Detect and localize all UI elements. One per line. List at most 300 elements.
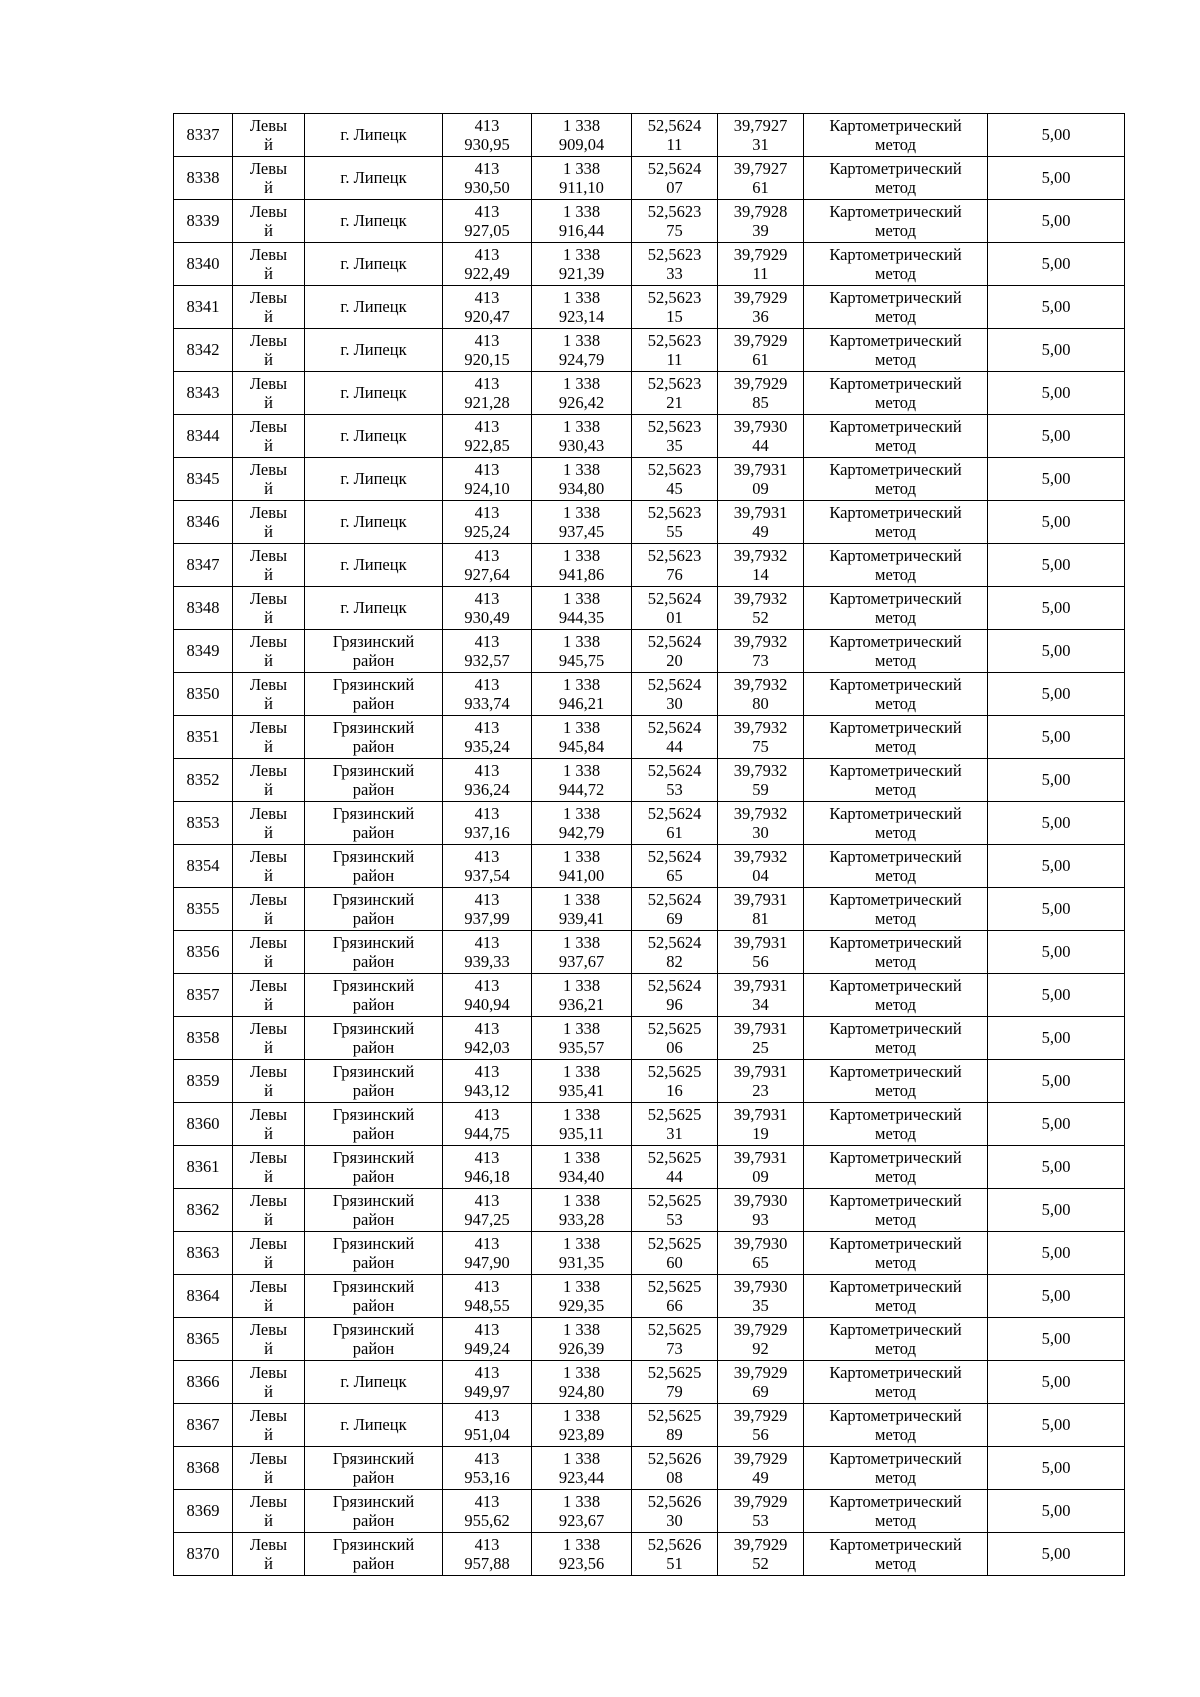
point-number-cell: 8367 — [174, 1404, 233, 1447]
coord-x-line: 930,50 — [464, 178, 510, 197]
longitude-cell — [718, 114, 804, 157]
coord-x-line: 413 — [474, 545, 500, 565]
district-line: г. Липецк — [340, 469, 407, 489]
coord-y-cell — [532, 114, 632, 157]
method-cell — [804, 1017, 988, 1060]
method-line: метод — [875, 436, 916, 455]
coord-x-line: 413 — [474, 889, 500, 909]
coord-x-cell — [443, 1017, 532, 1060]
table-row — [174, 501, 1125, 544]
coord-y-cell — [532, 1275, 632, 1318]
side-line: Левы — [249, 373, 288, 393]
longitude-cell — [718, 243, 804, 286]
coord-x-line: 413 — [474, 1104, 500, 1124]
coord-y-line: 923,89 — [558, 1425, 605, 1444]
point-number-cell: 8348 — [174, 587, 233, 630]
point-number-cell: 8346 — [174, 501, 233, 544]
latitude-line: 44 — [666, 737, 683, 756]
district-cell — [305, 157, 443, 200]
accuracy-cell: 5,00 — [988, 888, 1125, 931]
method-cell — [804, 157, 988, 200]
latitude-line: 45 — [666, 479, 683, 498]
longitude-line: 39,7929 — [733, 1448, 788, 1468]
coord-x-line: 921,28 — [464, 393, 510, 412]
district-cell — [305, 1533, 443, 1576]
coord-y-line: 1 338 — [562, 674, 601, 694]
method-line: Картометрический — [829, 803, 962, 823]
latitude-line: 52,5624 — [647, 932, 702, 952]
side-cell — [233, 1060, 305, 1103]
latitude-cell — [632, 1318, 718, 1361]
latitude-line: 52,5624 — [647, 760, 702, 780]
side-line: й — [264, 1339, 273, 1358]
coord-x-line: 940,94 — [464, 995, 510, 1014]
longitude-line: 73 — [752, 651, 769, 670]
method-cell — [804, 458, 988, 501]
table-row — [174, 286, 1125, 329]
latitude-cell — [632, 544, 718, 587]
coord-x-line: 947,25 — [464, 1210, 510, 1229]
district-cell — [305, 845, 443, 888]
longitude-line: 69 — [752, 1382, 769, 1401]
coord-x-cell — [443, 630, 532, 673]
longitude-line: 85 — [752, 393, 769, 412]
coord-x-line: 413 — [474, 1405, 500, 1425]
longitude-line: 31 — [752, 135, 769, 154]
latitude-cell — [632, 200, 718, 243]
longitude-line: 39,7931 — [733, 1104, 788, 1124]
district-line: г. Липецк — [340, 340, 407, 360]
side-line: й — [264, 1167, 273, 1186]
district-line: район — [352, 866, 395, 885]
method-line: Картометрический — [829, 502, 962, 522]
latitude-line: 01 — [666, 608, 683, 627]
coord-y-line: 923,14 — [558, 307, 605, 326]
boundary-points-table — [173, 113, 1125, 1576]
point-number-cell: 8349 — [174, 630, 233, 673]
method-line: метод — [875, 651, 916, 670]
latitude-line: 52,5623 — [647, 459, 702, 479]
side-line: Левы — [249, 115, 288, 135]
method-line: Картометрический — [829, 717, 962, 737]
coord-x-cell — [443, 1533, 532, 1576]
coord-y-cell — [532, 759, 632, 802]
side-line: й — [264, 221, 273, 240]
district-cell — [305, 286, 443, 329]
side-line: й — [264, 1468, 273, 1487]
side-line: й — [264, 264, 273, 283]
longitude-cell — [718, 544, 804, 587]
table-row — [174, 1318, 1125, 1361]
latitude-line: 52,5625 — [647, 1233, 702, 1253]
coord-y-line: 1 338 — [562, 158, 601, 178]
point-number-cell: 8356 — [174, 931, 233, 974]
coord-y-line: 1 338 — [562, 416, 601, 436]
coord-x-line: 920,15 — [464, 350, 510, 369]
longitude-cell — [718, 200, 804, 243]
latitude-line: 53 — [666, 780, 683, 799]
side-cell — [233, 1146, 305, 1189]
accuracy-cell: 5,00 — [988, 759, 1125, 802]
accuracy-cell: 5,00 — [988, 372, 1125, 415]
coord-y-cell — [532, 1361, 632, 1404]
district-cell — [305, 114, 443, 157]
coord-x-cell — [443, 1232, 532, 1275]
coord-x-line: 413 — [474, 1319, 500, 1339]
longitude-cell — [718, 1232, 804, 1275]
accuracy-cell: 5,00 — [988, 1103, 1125, 1146]
method-line: Картометрический — [829, 1362, 962, 1382]
coord-x-line: 413 — [474, 803, 500, 823]
latitude-line: 75 — [666, 221, 683, 240]
district-line: г. Липецк — [340, 168, 407, 188]
district-cell — [305, 630, 443, 673]
district-cell — [305, 1017, 443, 1060]
side-line: Левы — [249, 502, 288, 522]
coord-y-cell — [532, 802, 632, 845]
side-line: Левы — [249, 1534, 288, 1554]
side-line: й — [264, 780, 273, 799]
district-line: Грязинский — [332, 1491, 415, 1511]
coord-y-line: 946,21 — [558, 694, 605, 713]
longitude-cell — [718, 931, 804, 974]
coord-x-line: 937,54 — [464, 866, 510, 885]
method-line: метод — [875, 1167, 916, 1186]
table-row — [174, 802, 1125, 845]
method-cell — [804, 931, 988, 974]
method-line: Картометрический — [829, 459, 962, 479]
latitude-line: 52,5625 — [647, 1061, 702, 1081]
coord-x-cell — [443, 114, 532, 157]
longitude-cell — [718, 716, 804, 759]
coord-x-line: 955,62 — [464, 1511, 510, 1530]
method-line: Картометрический — [829, 330, 962, 350]
side-line: й — [264, 1296, 273, 1315]
side-line: Левы — [249, 330, 288, 350]
district-line: Грязинский — [332, 889, 415, 909]
coord-x-cell — [443, 1275, 532, 1318]
latitude-line: 16 — [666, 1081, 683, 1100]
table-row — [174, 1103, 1125, 1146]
side-cell — [233, 329, 305, 372]
coord-y-line: 1 338 — [562, 502, 601, 522]
longitude-line: 39,7932 — [733, 760, 788, 780]
coord-x-line: 413 — [474, 1276, 500, 1296]
latitude-cell — [632, 329, 718, 372]
side-line: Левы — [249, 287, 288, 307]
longitude-cell — [718, 1490, 804, 1533]
method-line: метод — [875, 995, 916, 1014]
coord-x-cell — [443, 587, 532, 630]
longitude-cell — [718, 372, 804, 415]
accuracy-cell: 5,00 — [988, 114, 1125, 157]
method-cell — [804, 1404, 988, 1447]
latitude-line: 52,5625 — [647, 1018, 702, 1038]
longitude-line: 39,7932 — [733, 803, 788, 823]
side-line: Левы — [249, 717, 288, 737]
side-line: Левы — [249, 1319, 288, 1339]
district-cell — [305, 974, 443, 1017]
accuracy-cell: 5,00 — [988, 1060, 1125, 1103]
longitude-line: 39,7927 — [733, 158, 788, 178]
latitude-cell — [632, 1447, 718, 1490]
coord-x-cell — [443, 1189, 532, 1232]
latitude-line: 52,5623 — [647, 330, 702, 350]
coord-y-line: 1 338 — [562, 1276, 601, 1296]
latitude-line: 52,5625 — [647, 1362, 702, 1382]
method-line: метод — [875, 1296, 916, 1315]
coord-y-line: 1 338 — [562, 588, 601, 608]
longitude-line: 39,7931 — [733, 1061, 788, 1081]
coord-y-line: 1 338 — [562, 932, 601, 952]
side-line: Левы — [249, 803, 288, 823]
accuracy-cell: 5,00 — [988, 845, 1125, 888]
coord-y-cell — [532, 329, 632, 372]
district-line: Грязинский — [332, 1147, 415, 1167]
longitude-cell — [718, 157, 804, 200]
longitude-cell — [718, 1447, 804, 1490]
district-cell — [305, 1490, 443, 1533]
latitude-cell — [632, 286, 718, 329]
method-cell — [804, 1533, 988, 1576]
district-line: район — [352, 1081, 395, 1100]
coord-y-line: 1 338 — [562, 1104, 601, 1124]
method-line: Картометрический — [829, 1276, 962, 1296]
longitude-line: 44 — [752, 436, 769, 455]
latitude-cell — [632, 931, 718, 974]
longitude-line: 92 — [752, 1339, 769, 1358]
district-line: Грязинский — [332, 1104, 415, 1124]
coord-x-line: 937,16 — [464, 823, 510, 842]
side-cell — [233, 1103, 305, 1146]
coord-x-line: 949,24 — [464, 1339, 510, 1358]
table-row — [174, 157, 1125, 200]
longitude-line: 39 — [752, 221, 769, 240]
latitude-cell — [632, 372, 718, 415]
longitude-line: 81 — [752, 909, 769, 928]
latitude-line: 65 — [666, 866, 683, 885]
side-line: Левы — [249, 1147, 288, 1167]
side-cell — [233, 200, 305, 243]
accuracy-cell: 5,00 — [988, 1447, 1125, 1490]
side-line: Левы — [249, 545, 288, 565]
method-cell — [804, 802, 988, 845]
point-number-cell: 8338 — [174, 157, 233, 200]
method-line: Картометрический — [829, 373, 962, 393]
side-line: Левы — [249, 1233, 288, 1253]
coord-y-line: 934,40 — [558, 1167, 605, 1186]
latitude-cell — [632, 1533, 718, 1576]
coord-y-cell — [532, 1017, 632, 1060]
coord-x-line: 930,49 — [464, 608, 510, 627]
method-cell — [804, 1318, 988, 1361]
point-number-cell: 8345 — [174, 458, 233, 501]
side-line: й — [264, 436, 273, 455]
latitude-line: 52,5625 — [647, 1190, 702, 1210]
coord-y-cell — [532, 243, 632, 286]
table-row — [174, 200, 1125, 243]
coord-y-line: 942,79 — [558, 823, 605, 842]
accuracy-cell: 5,00 — [988, 1232, 1125, 1275]
longitude-line: 39,7931 — [733, 975, 788, 995]
table-row — [174, 1404, 1125, 1447]
method-line: метод — [875, 221, 916, 240]
method-line: метод — [875, 1554, 916, 1573]
side-line: й — [264, 1210, 273, 1229]
latitude-line: 52,5625 — [647, 1147, 702, 1167]
point-number-cell: 8350 — [174, 673, 233, 716]
coord-y-cell — [532, 415, 632, 458]
method-line: метод — [875, 780, 916, 799]
method-cell — [804, 415, 988, 458]
side-line: Левы — [249, 975, 288, 995]
method-line: Картометрический — [829, 1405, 962, 1425]
coord-y-line: 1 338 — [562, 545, 601, 565]
district-line: Грязинский — [332, 932, 415, 952]
district-line: Грязинский — [332, 1276, 415, 1296]
accuracy-cell: 5,00 — [988, 415, 1125, 458]
district-cell — [305, 1103, 443, 1146]
coord-x-line: 413 — [474, 846, 500, 866]
district-line: г. Липецк — [340, 1372, 407, 1392]
coord-x-line: 936,24 — [464, 780, 510, 799]
district-line: г. Липецк — [340, 512, 407, 532]
accuracy-cell: 5,00 — [988, 974, 1125, 1017]
coord-y-line: 1 338 — [562, 760, 601, 780]
side-cell — [233, 802, 305, 845]
method-cell — [804, 1447, 988, 1490]
district-line: Грязинский — [332, 1534, 415, 1554]
coord-y-line: 923,44 — [558, 1468, 605, 1487]
coord-y-cell — [532, 1060, 632, 1103]
latitude-line: 52,5626 — [647, 1534, 702, 1554]
coord-x-cell — [443, 1318, 532, 1361]
side-line: й — [264, 1554, 273, 1573]
coord-y-line: 1 338 — [562, 1233, 601, 1253]
method-line: метод — [875, 178, 916, 197]
coord-x-line: 924,10 — [464, 479, 510, 498]
method-line: метод — [875, 694, 916, 713]
coord-x-cell — [443, 415, 532, 458]
table-row — [174, 1490, 1125, 1533]
latitude-line: 33 — [666, 264, 683, 283]
coord-y-cell — [532, 286, 632, 329]
district-line: Грязинский — [332, 1448, 415, 1468]
side-line: Левы — [249, 1018, 288, 1038]
table-row — [174, 243, 1125, 286]
district-line: район — [352, 1038, 395, 1057]
coord-y-cell — [532, 1103, 632, 1146]
table-row — [174, 544, 1125, 587]
accuracy-cell: 5,00 — [988, 630, 1125, 673]
district-line: Грязинский — [332, 631, 415, 651]
latitude-line: 52,5624 — [647, 717, 702, 737]
district-line: г. Липецк — [340, 125, 407, 145]
side-cell — [233, 931, 305, 974]
method-line: Картометрический — [829, 631, 962, 651]
district-line: район — [352, 1253, 395, 1272]
method-line: метод — [875, 1382, 916, 1401]
method-line: метод — [875, 1253, 916, 1272]
coord-y-line: 1 338 — [562, 803, 601, 823]
longitude-line: 93 — [752, 1210, 769, 1229]
longitude-line: 39,7929 — [733, 1362, 788, 1382]
latitude-line: 82 — [666, 952, 683, 971]
coord-x-line: 413 — [474, 115, 500, 135]
method-line: Картометрический — [829, 1061, 962, 1081]
method-line: Картометрический — [829, 244, 962, 264]
coord-y-line: 936,21 — [558, 995, 605, 1014]
longitude-line: 56 — [752, 1425, 769, 1444]
latitude-line: 52,5624 — [647, 975, 702, 995]
table-row — [174, 716, 1125, 759]
latitude-line: 79 — [666, 1382, 683, 1401]
coord-x-line: 413 — [474, 932, 500, 952]
latitude-line: 30 — [666, 694, 683, 713]
coord-x-cell — [443, 1361, 532, 1404]
method-line: метод — [875, 479, 916, 498]
longitude-cell — [718, 630, 804, 673]
district-line: Грязинский — [332, 674, 415, 694]
coord-y-line: 929,35 — [558, 1296, 605, 1315]
coord-y-cell — [532, 157, 632, 200]
method-line: метод — [875, 1511, 916, 1530]
coord-x-line: 942,03 — [464, 1038, 510, 1057]
coord-y-line: 1 338 — [562, 1534, 601, 1554]
latitude-line: 66 — [666, 1296, 683, 1315]
latitude-line: 52,5623 — [647, 244, 702, 264]
coord-x-line: 413 — [474, 373, 500, 393]
latitude-line: 30 — [666, 1511, 683, 1530]
table-row — [174, 1447, 1125, 1490]
method-line: Картометрический — [829, 1534, 962, 1554]
coord-y-line: 926,39 — [558, 1339, 605, 1358]
method-cell — [804, 1232, 988, 1275]
method-line: Картометрический — [829, 115, 962, 135]
coord-y-cell — [532, 1318, 632, 1361]
latitude-cell — [632, 1490, 718, 1533]
coord-x-line: 413 — [474, 502, 500, 522]
longitude-line: 75 — [752, 737, 769, 756]
latitude-line: 52,5625 — [647, 1104, 702, 1124]
coord-y-line: 1 338 — [562, 201, 601, 221]
coord-x-cell — [443, 157, 532, 200]
coord-x-cell — [443, 501, 532, 544]
latitude-line: 52,5623 — [647, 416, 702, 436]
table-row — [174, 1361, 1125, 1404]
coord-y-line: 926,42 — [558, 393, 605, 412]
coord-x-line: 946,18 — [464, 1167, 510, 1186]
longitude-line: 23 — [752, 1081, 769, 1100]
district-cell — [305, 329, 443, 372]
side-line: Левы — [249, 1104, 288, 1124]
accuracy-cell: 5,00 — [988, 1404, 1125, 1447]
district-line: г. Липецк — [340, 1415, 407, 1435]
method-cell — [804, 1189, 988, 1232]
side-cell — [233, 1361, 305, 1404]
coord-y-line: 921,39 — [558, 264, 605, 283]
district-cell — [305, 200, 443, 243]
coord-x-line: 413 — [474, 416, 500, 436]
coord-x-line: 413 — [474, 717, 500, 737]
side-line: Левы — [249, 459, 288, 479]
point-number-cell: 8353 — [174, 802, 233, 845]
coord-x-line: 413 — [474, 201, 500, 221]
latitude-line: 52,5625 — [647, 1276, 702, 1296]
district-line: район — [352, 1554, 395, 1573]
side-line: й — [264, 393, 273, 412]
method-line: Картометрический — [829, 1448, 962, 1468]
